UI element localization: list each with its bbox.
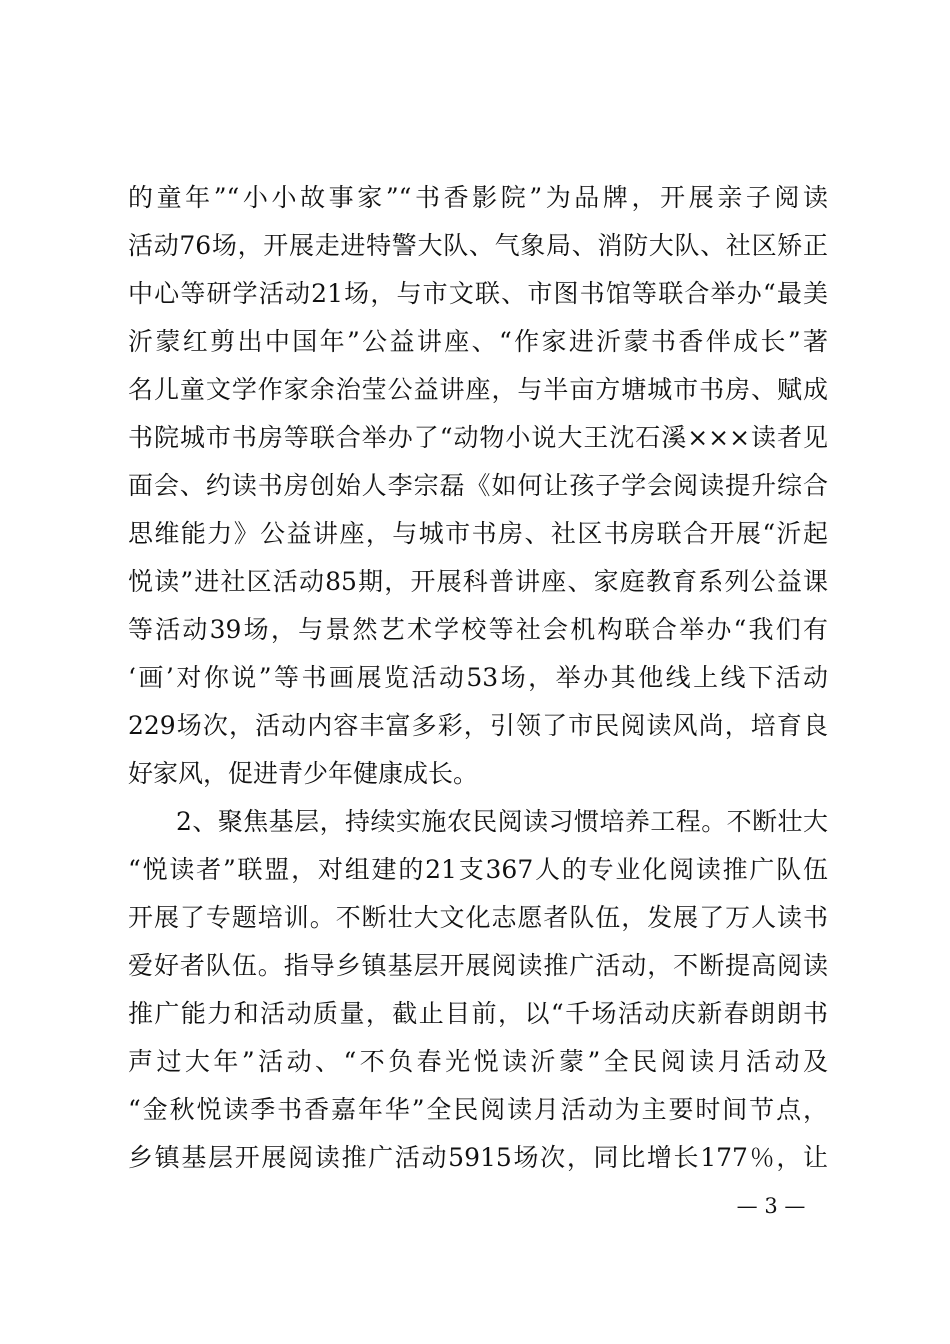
text-line: 活动76场，开展走进特警大队、气象局、消防大队、社区矫正 bbox=[128, 231, 828, 260]
text-line: 沂蒙红剪出中国年”公益讲座、“作家进沂蒙书香伴成长”著 bbox=[128, 327, 828, 356]
text-line: 悦读”进社区活动85期，开展科普讲座、家庭教育系列公益课 bbox=[128, 567, 828, 596]
text-line: 名儿童文学作家余治莹公益讲座，与半亩方塘城市书房、赋成 bbox=[128, 375, 828, 404]
text-line: 书院城市书房等联合举办了“动物小说大王沈石溪×××读者见 bbox=[128, 423, 828, 452]
text-line: 乡镇基层开展阅读推广活动5915场次，同比增长177％，让 bbox=[128, 1143, 828, 1172]
text-line: 229场次，活动内容丰富多彩，引领了市民阅读风尚，培育良 bbox=[128, 711, 828, 740]
paragraph-heading-line: 2、聚焦基层，持续实施农民阅读习惯培养工程。不断壮大 bbox=[176, 807, 828, 836]
text-line: 好家风，促进青少年健康成长。 bbox=[128, 759, 479, 788]
text-line: “金秋悦读季书香嘉年华”全民阅读月活动为主要时间节点， bbox=[128, 1095, 828, 1124]
text-line: 等活动39场，与景然艺术学校等社会机构联合举办“我们有 bbox=[128, 615, 828, 644]
page-number: — 3 — bbox=[736, 1194, 806, 1218]
text-line: 爱好者队伍。指导乡镇基层开展阅读推广活动，不断提高阅读 bbox=[128, 951, 828, 980]
text-line: 面会、约读书房创始人李宗磊《如何让孩子学会阅读提升综合 bbox=[128, 471, 828, 500]
text-line: 中心等研学活动21场，与市文联、市图书馆等联合举办“最美 bbox=[128, 279, 828, 308]
text-line: 推广能力和活动质量，截止目前，以“千场活动庆新春朗朗书 bbox=[128, 999, 828, 1028]
text-line: “悦读者”联盟，对组建的21支367人的专业化阅读推广队伍 bbox=[128, 855, 828, 884]
text-line: ‘画’对你说”等书画展览活动53场，举办其他线上线下活动 bbox=[128, 663, 828, 692]
text-line: 思维能力》公益讲座，与城市书房、社区书房联合开展“沂起 bbox=[128, 519, 828, 548]
text-line: 声过大年”活动、“不负春光悦读沂蒙”全民阅读月活动及 bbox=[128, 1047, 828, 1076]
text-line: 的童年”“小小故事家”“书香影院”为品牌，开展亲子阅读 bbox=[128, 183, 828, 212]
text-line: 开展了专题培训。不断壮大文化志愿者队伍，发展了万人读书 bbox=[128, 903, 828, 932]
